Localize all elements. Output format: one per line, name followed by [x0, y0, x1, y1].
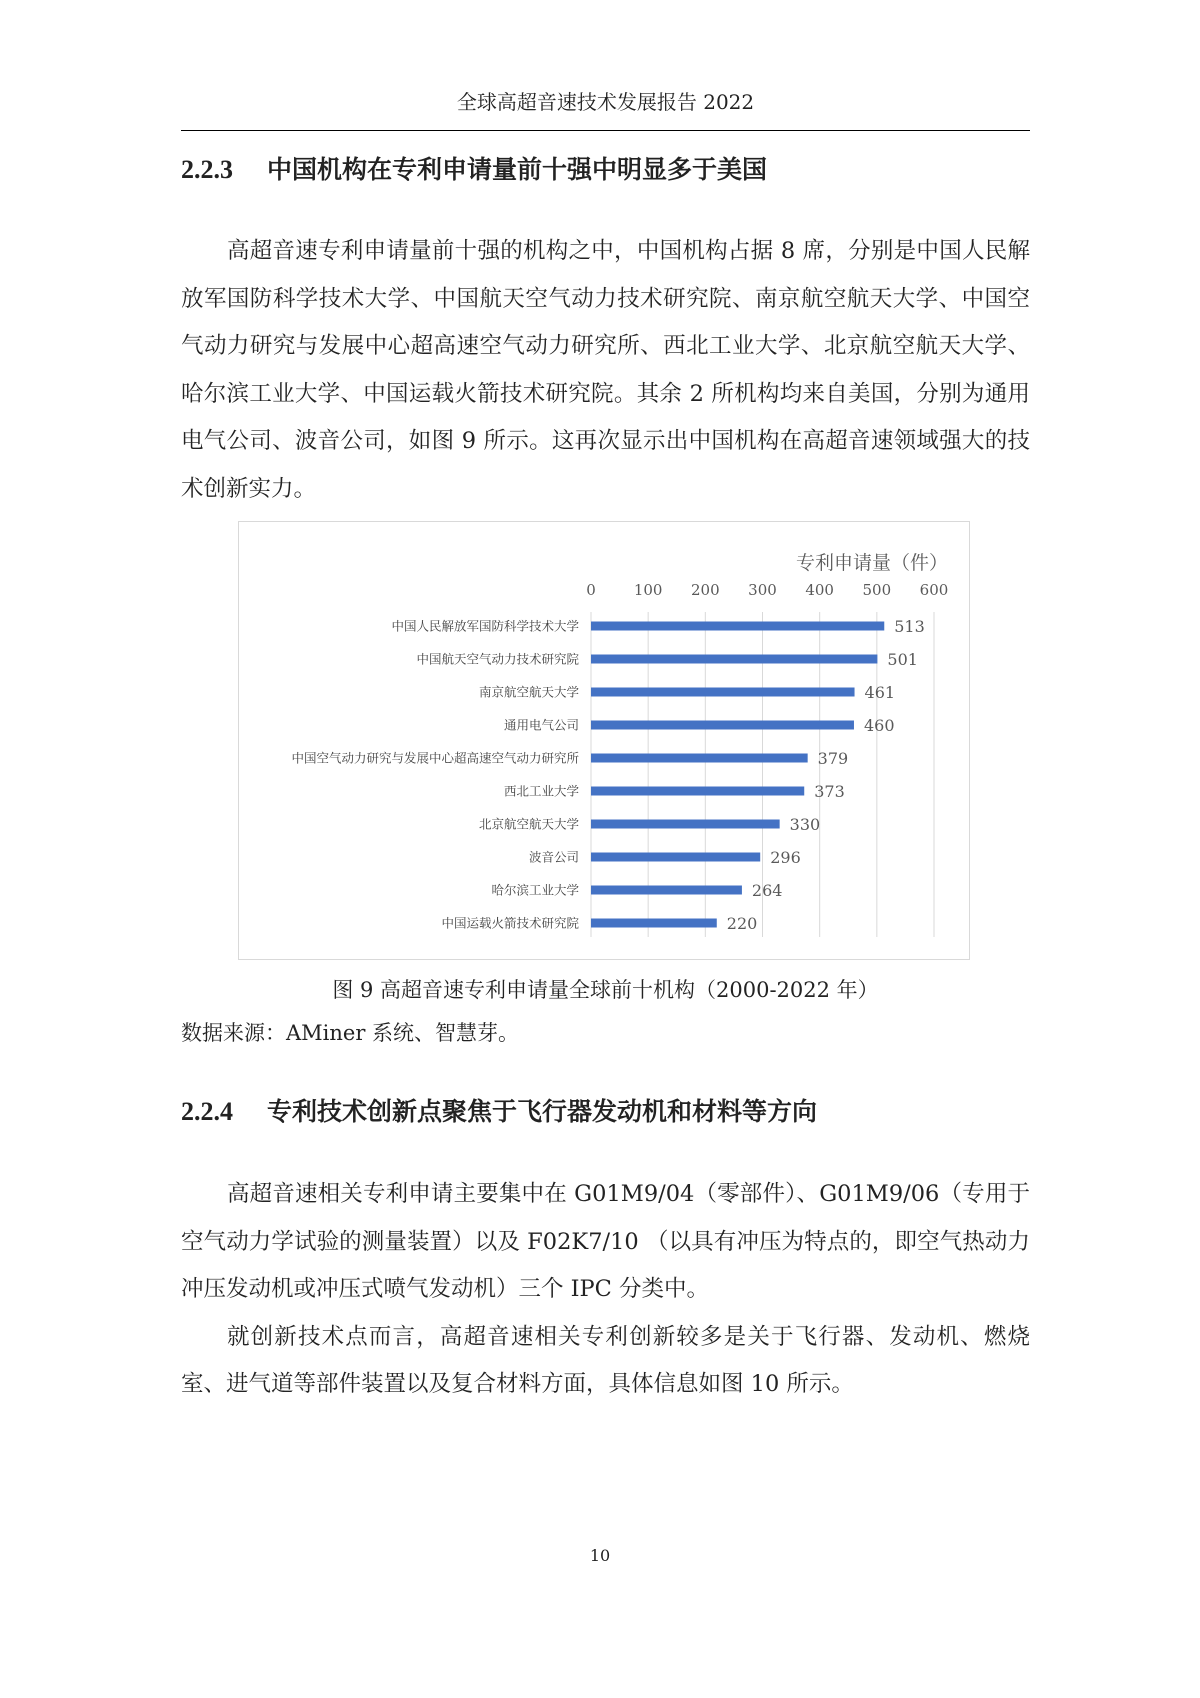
x-tick-label: 600: [919, 581, 949, 599]
paragraph-text: 高超音速专利申请量前十强的机构之中，中国机构占据 8 席，分别是中国人民解放军国防科学技术大学、中国航天空气动力技术研究院、南京航空航天大学、中国空气动力研究与发展中心超高速空气动力研究所、西北工业大学、北京航空航天大学、哈尔滨工业大学、中国运载火箭技术研究院。其余 2 所机构均来自美国，分别为通用电气公司、波音公司，如图 9 所示。这再次显示出中国机构在高超音速领域强大的技术创新实力。: [181, 238, 1030, 502]
data-label: 501: [887, 650, 918, 669]
data-source: 数据来源：AMiner 系统、智慧芽。: [181, 1021, 520, 1045]
bar: [591, 754, 808, 763]
data-label: 461: [864, 683, 896, 702]
paragraph-text: 高超音速相关专利申请主要集中在 G01M9/04（零部件）、G01M9/06（专用于空气动力学试验的测量装置）以及 F02K7/10 （以具有冲压为特点的，即空气热动力冲压发动机或冲压式喷气发动机）三个 IPC 分类中。: [181, 1181, 1030, 1303]
bar: [591, 820, 780, 829]
section-heading-2-2-3: [181, 150, 767, 186]
bar: [591, 919, 717, 928]
x-tick-label: 500: [862, 581, 892, 599]
data-label: 296: [770, 848, 801, 867]
category-label: 哈尔滨工业大学: [491, 882, 579, 898]
bar: [591, 853, 760, 862]
x-tick-label: 100: [633, 581, 663, 599]
x-tick-label: 400: [805, 581, 834, 599]
header-rule: [181, 130, 1030, 131]
data-label: 379: [817, 749, 849, 768]
category-label: 中国人民解放军国防科学技术大学: [391, 618, 579, 634]
section-number: 2.2.3: [181, 155, 233, 184]
bar: [591, 688, 855, 697]
category-label: 西北工业大学: [503, 783, 579, 799]
category-label: 中国航天空气动力技术研究院: [416, 651, 579, 667]
bar: [591, 787, 804, 796]
bar: [591, 721, 854, 730]
bar: [591, 886, 742, 895]
category-label: 南京航空航天大学: [478, 684, 579, 700]
category-label: 波音公司: [528, 849, 579, 865]
section-number: 2.2.4: [181, 1097, 233, 1126]
data-label: 373: [814, 782, 845, 801]
running-header: 全球高超音速技术发展报告 2022: [456, 90, 755, 114]
category-label: 中国运载火箭技术研究院: [441, 915, 579, 931]
bar: [591, 622, 884, 631]
section-title: 专利技术创新点聚焦于飞行器发动机和材料等方向: [267, 1097, 818, 1126]
axis-title: 专利申请量（件）: [795, 552, 948, 574]
paragraph-text: 就创新技术点而言，高超音速相关专利创新较多是关于飞行器、发动机、燃烧室、进气道等部件装置以及复合材料方面，具体信息如图 10 所示。: [181, 1323, 1030, 1398]
bar-chart: [239, 522, 969, 959]
data-label: 460: [863, 716, 895, 735]
page-number: 10: [589, 1546, 611, 1565]
x-tick-label: 300: [748, 581, 777, 599]
section-title: 中国机构在专利申请量前十强中明显多于美国: [267, 155, 768, 184]
category-label: 北京航空航天大学: [478, 816, 579, 832]
section-heading-2-2-4: [181, 1092, 817, 1128]
category-label: 通用电气公司: [503, 717, 579, 733]
category-label: 中国空气动力研究与发展中心超高速空气动力研究所: [291, 750, 579, 766]
bar: [591, 655, 877, 664]
data-label: 264: [751, 881, 783, 900]
x-tick-label: 0: [586, 581, 596, 599]
figure-caption: 图 9 高超音速专利申请量全球前十机构（2000-2022 年）: [332, 978, 879, 1002]
data-label: 220: [726, 914, 758, 933]
x-tick-label: 200: [691, 581, 720, 599]
data-label: 513: [894, 617, 925, 636]
data-label: 330: [789, 815, 821, 834]
chart-frame: [238, 521, 970, 960]
paragraph-2: [181, 1171, 1030, 1409]
paragraph-1: [181, 228, 1030, 514]
